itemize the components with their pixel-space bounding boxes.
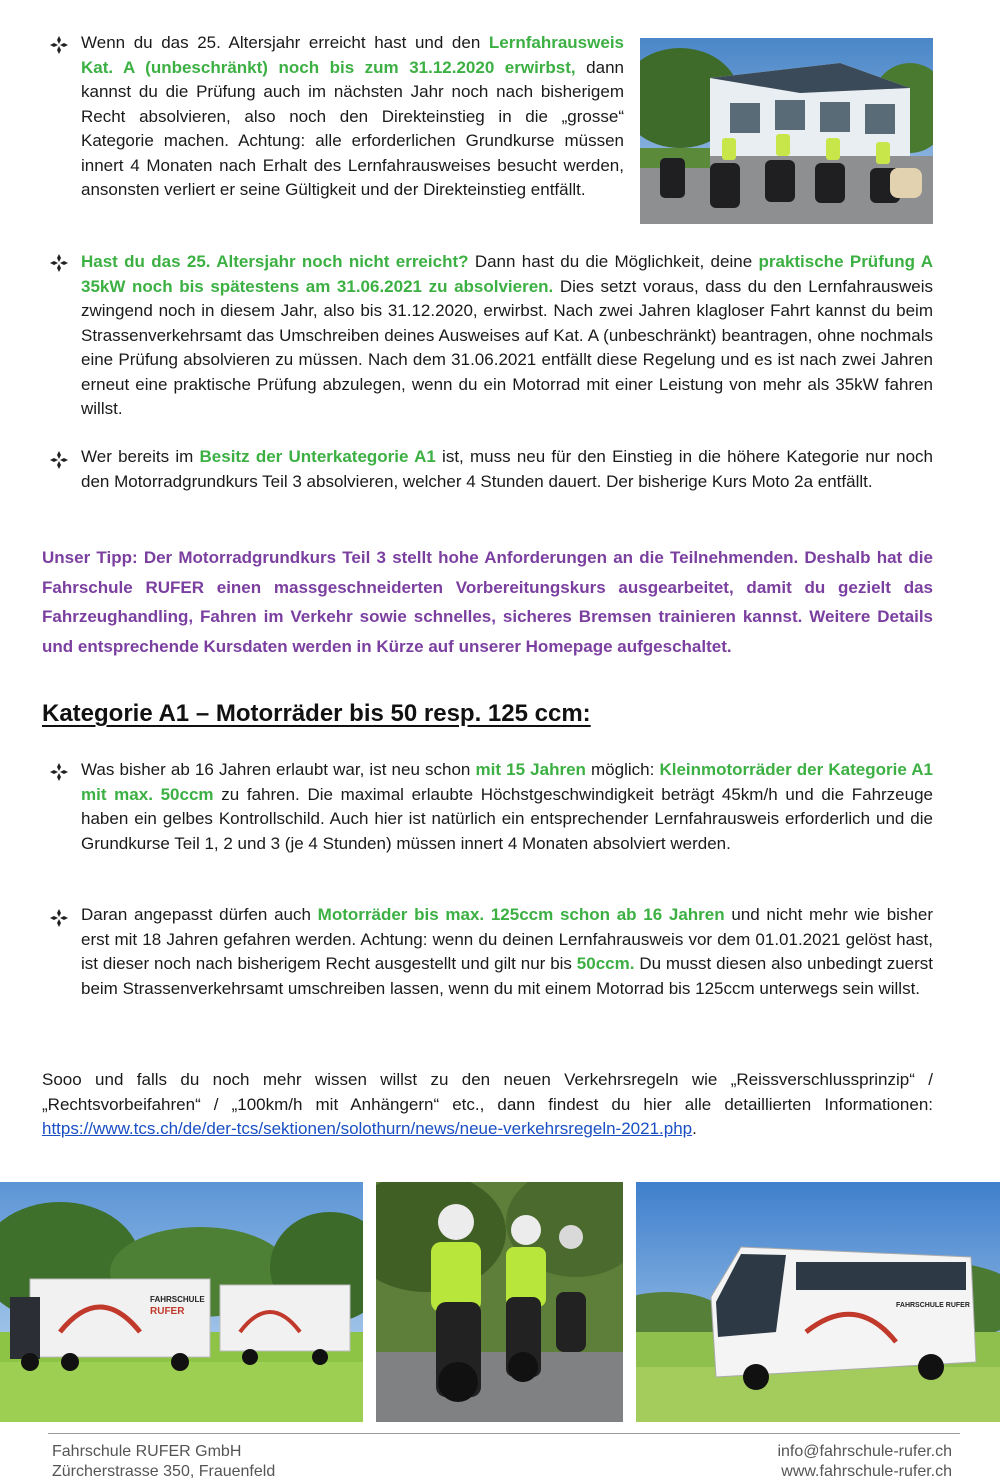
text: zu fahren. Die maximal erlaubte Höchstgeschwindigkeit beträgt 45km/h und die Fahrzeuge haben ein gelbes Kontrollschild. Auch hier ist natürlich ein entsprechender Lernfahrausweis erforderlich und die Grundkurse Teil 1, 2 und 3 (je 4 Stunden) müssen innert 4 Monaten absolviert werden. bbox=[81, 784, 933, 853]
paragraph-125ccm-age-16 bbox=[81, 903, 933, 1001]
footer-contact-block bbox=[777, 1442, 952, 1482]
section-heading-a1: Kategorie A1 – Motorräder bis 50 resp. 125 ccm: bbox=[42, 700, 591, 727]
paragraph-age-15 bbox=[81, 758, 933, 856]
bullet-diamond-icon bbox=[48, 34, 70, 56]
highlight: mit 15 Jahren bbox=[475, 760, 586, 779]
highlight: Hast du das 25. Altersjahr noch nicht erreicht? bbox=[81, 252, 469, 271]
truck-name-text: RUFER bbox=[150, 1306, 185, 1317]
truck-trailer-photo bbox=[0, 1182, 363, 1422]
text: Daran angepasst dürfen auch bbox=[81, 905, 318, 924]
text: . bbox=[692, 1119, 697, 1138]
text: Dann hast du die Möglichkeit, deine bbox=[468, 252, 759, 271]
text: Was bisher ab 16 Jahren erlaubt war, ist neu schon bbox=[81, 760, 476, 779]
paragraph-a1-holders bbox=[81, 445, 933, 494]
highlight: 50ccm. bbox=[576, 954, 635, 973]
paragraph-age-25-reached bbox=[81, 31, 624, 203]
footer-email[interactable]: info@fahrschule-rufer.ch bbox=[777, 1443, 952, 1460]
text: Wer bereits im bbox=[81, 447, 200, 466]
footer-website[interactable]: www.fahrschule-rufer.ch bbox=[781, 1463, 952, 1480]
highlight: Besitz der Unterkategorie A1 bbox=[199, 447, 436, 466]
bullet-diamond-icon bbox=[48, 761, 70, 783]
truck-brand-text: FAHRSCHULE bbox=[150, 1295, 205, 1304]
highlight: praktische Prüfung A 35kW noch bis spätestens am 31.06.2021 zu absolvieren. bbox=[81, 252, 933, 296]
tip-paragraph: Unser Tipp: Der Motorradgrundkurs Teil 3 stellt hohe Anforderungen an die Teilnehmenden. Deshalb hat die Fahrschule RUFER einen massgeschneiderten Vorbereitungskurs ausgearbeitet, damit du gezielt das Fahrzeughandling, Fahren im Verkehr sowie schnelles, sicheres Bremsen trainieren kannst. Weitere Details und entsprechende Kursdaten werden in Kürze auf unserer Homepage aufgeschaltet. bbox=[42, 548, 933, 656]
text: Dies setzt voraus, dass du den Lernfahrausweis zwingend noch in diesem Jahr, also bis 31.12.2020, erwirbst. Nach zwei Jahren klagloser Fahrt kannst du beim Strassenverkehrsamt das Umschreiben deines Ausweises auf Kat. A (unbeschränkt) beantragen, ohne nochmals eine Prüfung absolvieren zu müssen. Nach dem 31.06.2021 entfällt diese Regelung und es ist nach zwei Jahren erneut eine praktische Prüfung abzulegen, wenn du ein Motorrad mit einer Leistung von mehr als 35kW fahren willst. bbox=[81, 276, 933, 418]
paragraph-more-info bbox=[42, 1068, 933, 1142]
bullet-diamond-icon bbox=[48, 907, 70, 929]
text: ist, muss neu für den Einstieg in die höhere Kategorie nur noch den Motorradgrundkurs Teil 3 absolvieren, welcher 4 Stunden dauert. Der bisherige Kurs Moto 2a entfällt. bbox=[81, 447, 933, 491]
bullet-diamond-icon bbox=[48, 252, 70, 274]
footer-divider bbox=[48, 1433, 960, 1434]
motorcycles-riding-photo bbox=[376, 1182, 623, 1422]
footer-company: Fahrschule RUFER GmbH bbox=[52, 1443, 242, 1460]
highlight: Kleinmotorräder der Kategorie A1 mit max. 50ccm bbox=[81, 760, 933, 804]
highlight: Lernfahrausweis Kat. A (unbeschränkt) noch bis zum 31.12.2020 erwirbst, bbox=[81, 33, 624, 77]
text: Du musst diesen also unbedingt zuerst beim Strassenverkehrsamt umschreiben lassen, wenn du mit einem Motorrad bis 125ccm unterwegs sein willst. bbox=[81, 954, 933, 998]
text: möglich: bbox=[585, 760, 660, 779]
footer-address-block bbox=[52, 1442, 275, 1482]
highlight: Motorräder bis max. 125ccm schon ab 16 Jahren bbox=[317, 905, 725, 924]
tcs-info-link[interactable]: https://www.tcs.ch/de/der-tcs/sektionen/solothurn/news/neue-verkehrsregeln-2021.php bbox=[42, 1119, 693, 1138]
paragraph-age-25-not-reached bbox=[81, 250, 933, 422]
motorcycle-training-photo bbox=[640, 38, 933, 224]
text: Sooo und falls du noch mehr wissen willst zu den neuen Verkehrsregeln wie „Reissverschlussprinzip“ / „Rechtsvorbeifahren“ / „100km/h mit Anhängern“ etc., dann findest du hier alle detaillierten Informationen: bbox=[42, 1070, 933, 1114]
text: und nicht mehr wie bisher erst mit 18 Jahren gefahren werden. Achtung: wenn du deinen Lernfahrausweis vor dem 01.01.2021 gelöst hast, ist dieser noch nach bisherigem Recht ausgestellt und gilt nur bis bbox=[81, 905, 934, 973]
bus-brand-text: FAHRSCHULE RUFER bbox=[896, 1302, 970, 1309]
text: Wenn du das 25. Altersjahr erreicht hast und den bbox=[81, 33, 489, 52]
footer-address: Zürcherstrasse 350, Frauenfeld bbox=[52, 1463, 276, 1480]
coach-bus-photo bbox=[636, 1182, 1000, 1422]
bullet-diamond-icon bbox=[48, 449, 70, 471]
text: dann kannst du die Prüfung auch im nächsten Jahr noch nach bisherigem Recht absolvieren, also noch den Direkteinstieg in die „grosse“ Kategorie machen. Achtung: alle erforderlichen Grundkurse müssen innert 4 Monaten nach Erhalt des Lernfahrausweises besucht werden, ansonsten verliert er seine Gültigkeit und der Direkteinstieg entfällt. bbox=[81, 57, 624, 199]
